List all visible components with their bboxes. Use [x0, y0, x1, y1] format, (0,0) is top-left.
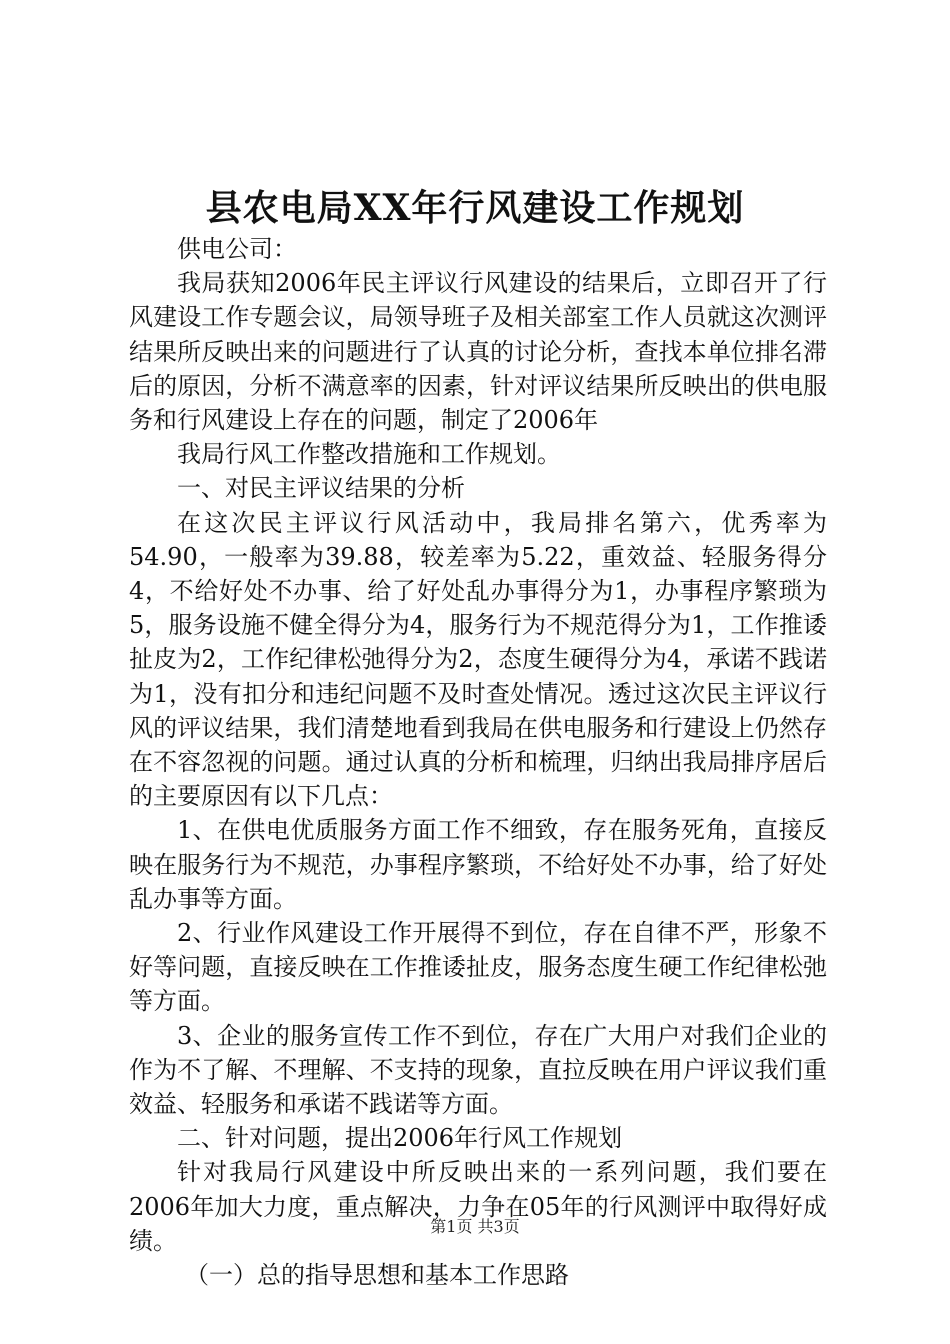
document-title: 县农电局XX年行风建设工作规划: [205, 187, 745, 229]
paragraph-plan: 针对我局行风建设中所反映出来的一系列问题，我们要在2006年加大力度，重点解决，力争在05年的行风测评中取得好成绩。: [129, 1158, 827, 1255]
document-body: [129, 232, 827, 1292]
list-item-3: 3、企业的服务宣传工作不到位，存在广大用户对我们企业的作为不了解、不理解、不支持的现象，直拉反映在用户评议我们重效益、轻服务和承诺不践诺等方面。: [129, 1021, 827, 1119]
paragraph-intro-continued: 我局行风工作整改措施和工作规划。: [177, 440, 561, 469]
section-heading-2: 二、针对问题，提出2006年行风工作规划: [177, 1124, 623, 1153]
list-item-1: 1、在供电优质服务方面工作不细致，存在服务死角，直接反映在服务行为不规范，办事程序繁琐，不给好处不办事，给了好处乱办事等方面。: [129, 816, 827, 913]
section-heading-1: 一、对民主评议结果的分析: [177, 474, 465, 503]
paragraph-analysis: 在这次民主评议行风活动中，我局排名第六，优秀率为54.90，一般率为39.88，较差率为5.22，重效益、轻服务得分4，不给好处不办事、给了好处乱办事得分为1，办事程序繁琐为5，服务设施不健全得分为4，服务行为不规范得分为1，工作推诿扯皮为2，工作纪律松弛得分为2，态度生硬得分为4，承诺不践诺为1，没有扣分和违纪问题不及时查处情况。透过这次民主评议行风的评议结果，我们清楚地看到我局在供电服务和行建设上仍然存在不容忽视的问题。通过认真的分析和梳理，归纳出我局排序居后的主要原因有以下几点：: [129, 508, 827, 811]
list-item-2: 2、行业作风建设工作开展得不到位，存在自律不严，形象不好等问题，直接反映在工作推诿扯皮，服务态度生硬工作纪律松弛等方面。: [129, 919, 827, 1016]
paragraph-intro: 我局获知2006年民主评议行风建设的结果后，立即召开了行风建设工作专题会议，局领导班子及相关部室工作人员就这次测评结果所反映出来的问题进行了认真的讨论分析，查找本单位排名滞后的原因，分析不满意率的因素，针对评议结果所反映出的供电服务和行风建设上存在的问题，制定了2006年: [129, 269, 827, 435]
subsection-heading-1: （一）总的指导思想和基本工作思路: [185, 1261, 569, 1290]
page-footer: 第1页 共3页: [430, 1217, 520, 1236]
salutation: 供电公司：: [177, 235, 297, 263]
